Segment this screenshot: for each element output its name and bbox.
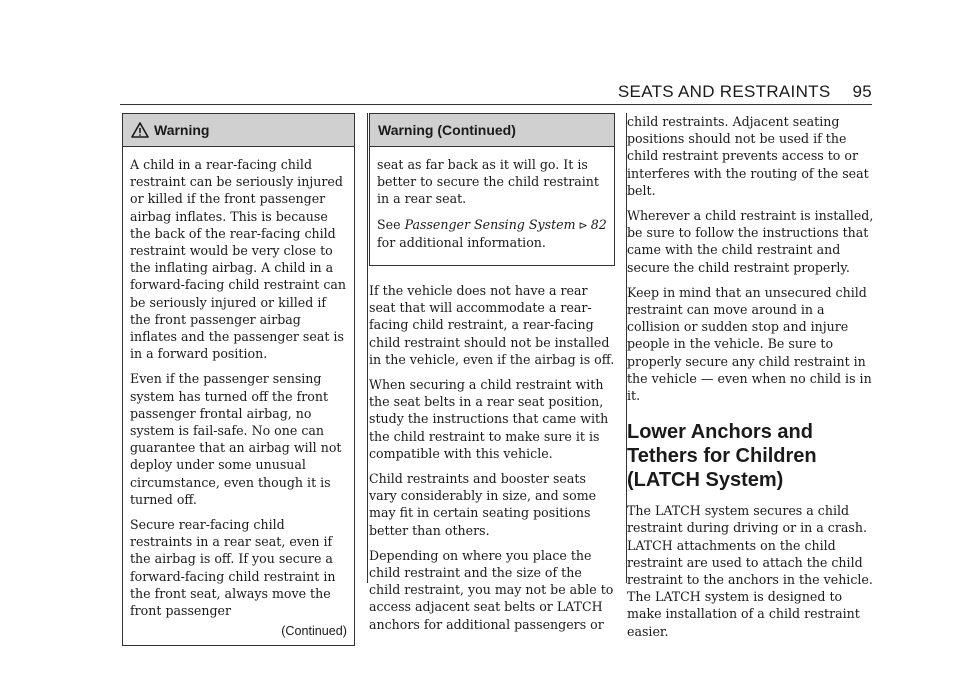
- warning-paragraph: seat as far back as it will go. It is better to secure the child restraint in a rear seat.: [377, 157, 599, 207]
- warning-triangle-icon: [131, 122, 149, 138]
- column-2: [369, 113, 615, 641]
- cross-reference-link[interactable]: Passenger Sensing System: [404, 216, 576, 232]
- warning-paragraph: Secure rear-facing child restraints in a rear seat, even if the airbag is off. If you secure a forward-facing child restraint in the front seat, always move the front passenger: [130, 517, 336, 619]
- warning-paragraph: Even if the passenger sensing system has turned off the front passenger frontal airbag, no system is fail-safe. No one can guarantee that an airbag will not deploy under some unusual circumstance, even though it is turned off.: [130, 371, 342, 507]
- body-paragraph: Child restraints and booster seats vary considerably in size, and some may fit in certain seating positions better than others.: [369, 471, 597, 538]
- body-paragraph: If the vehicle does not have a rear seat that will accommodate a rear-facing child restraint, a rear-facing child restraint should not be installed in the vehicle, even if the airbag is off.: [369, 283, 615, 367]
- see-suffix: for additional information.: [377, 234, 546, 250]
- see-prefix: See: [377, 216, 401, 232]
- body-paragraph: Keep in mind that an unsecured child restraint can move around in a collision or sudden stop and injure people in the vehicle. Be sure to properly secure any child restraint in the vehicle — even when no child is in it.: [627, 284, 872, 404]
- body-paragraph: When securing a child restraint with the seat belts in a rear seat position, study the instructions that came with the child restraint to make sure it is compatible with this vehicle.: [369, 377, 609, 461]
- warning-box-title: [123, 114, 354, 147]
- column-2-body: [369, 282, 615, 633]
- warning-continued-title: Warning (Continued): [370, 114, 614, 147]
- page-header: [120, 82, 872, 105]
- column-3: [627, 113, 877, 648]
- body-paragraph: child restraints. Adjacent seating positions should not be used if the child restraint prevents access to or interferes with the routing of the seat belt.: [627, 114, 869, 198]
- column-divider-1: [367, 113, 368, 583]
- continued-label: (Continued): [281, 624, 347, 639]
- section-title: SEATS AND RESTRAINTS: [617, 82, 831, 101]
- page-number: 95: [852, 82, 872, 101]
- cross-reference-page[interactable]: 82: [590, 216, 607, 232]
- warning-box-body: [123, 147, 354, 645]
- warning-box: [122, 113, 355, 646]
- body-paragraph: Wherever a child restraint is installed, be sure to follow the instructions that came with the child restraint and secure the child restraint properly.: [627, 208, 874, 275]
- warning-paragraph: A child in a rear-facing child restraint can be seriously injured or killed if the front passenger airbag inflates. This is because the back of the rear-facing child restraint would be very close to the inflating airbag. A child in a forward-facing child restraint can be seriously injured or killed if the front passenger airbag inflates and the passenger seat is in a forward position.: [130, 157, 347, 362]
- warning-continued-body: [370, 147, 614, 265]
- warning-title-text: Warning: [154, 122, 210, 138]
- body-paragraph: Depending on where you place the child restraint and the size of the child restraint, you may not be able to access adjacent seat belts or LATCH anchors for additional passengers or: [369, 547, 614, 632]
- page-reference-icon: ⊳: [578, 218, 588, 232]
- column-1: [122, 113, 355, 646]
- section-heading: Lower Anchors and Tethers for Children (LATCH System): [627, 421, 817, 492]
- see-reference: [377, 216, 607, 251]
- body-paragraph: The LATCH system secures a child restraint during driving or in a crash. LATCH attachments on the child restraint are used to attach the child restraint to the anchors in the vehicle. The LATCH system is designed to make installation of a child restraint easier.: [627, 503, 873, 639]
- warning-continued-box: [369, 113, 615, 266]
